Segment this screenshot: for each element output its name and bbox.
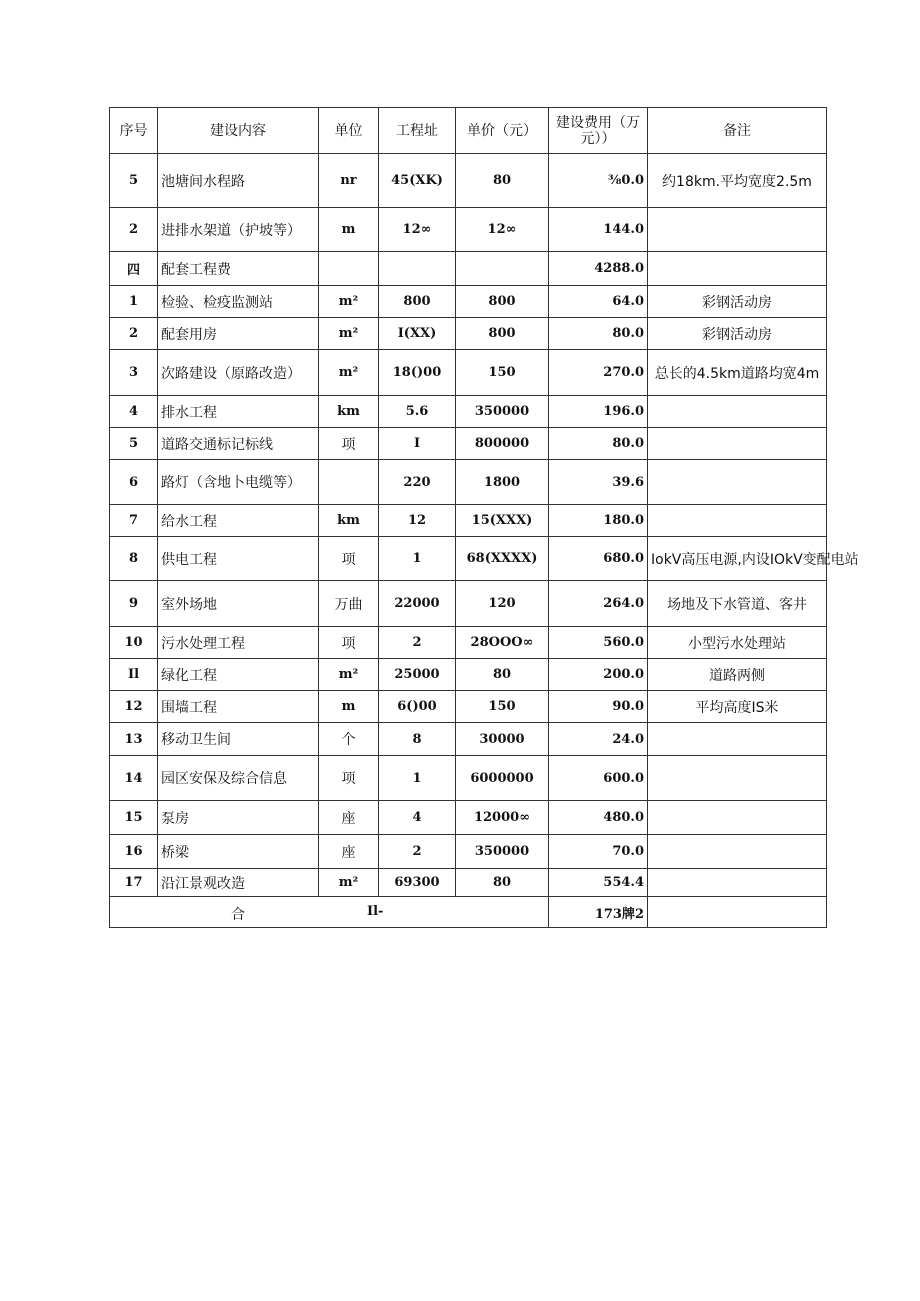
cell-cost: 90.0 [549,691,648,723]
cell-unit: nr [319,154,379,208]
cell-unit: m² [319,286,379,318]
cell-cost: 264.0 [549,581,648,627]
cell-unit [319,252,379,286]
table-row [110,756,827,801]
cell-content: 池塘间水程路 [158,154,319,208]
total-cost: 173牌2 [549,897,648,928]
cell-price [456,252,549,286]
cell-seq: 6 [110,460,158,505]
cell-content: 给水工程 [158,505,319,537]
cell-quantity [379,252,456,286]
cell-price: 28OOO∞ [456,627,549,659]
cell-unit: m² [319,318,379,350]
cell-quantity: I(XX) [379,318,456,350]
cell-content: 室外场地 [158,581,319,627]
cell-quantity: 2 [379,835,456,869]
table-row [110,350,827,396]
cell-unit: m² [319,350,379,396]
cell-seq: 4 [110,396,158,428]
cell-note [648,460,827,505]
cell-cost: ⅜0.0 [549,154,648,208]
cell-note [648,396,827,428]
cell-seq: 9 [110,581,158,627]
cell-unit: 个 [319,723,379,756]
cell-content: 围墙工程 [158,691,319,723]
cell-price: 800 [456,318,549,350]
cell-seq: 四 [110,252,158,286]
cell-price: 1800 [456,460,549,505]
cell-content: 绿化工程 [158,659,319,691]
cell-unit: 项 [319,756,379,801]
cell-seq: 15 [110,801,158,835]
cell-price: 150 [456,350,549,396]
cell-seq: 2 [110,318,158,350]
cell-quantity: 12 [379,505,456,537]
cell-seq: 5 [110,428,158,460]
cell-cost: 39.6 [549,460,648,505]
cell-content: 供电工程 [158,537,319,581]
total-label-right: Il- [367,904,384,919]
cell-unit: 项 [319,537,379,581]
cell-content: 污水处理工程 [158,627,319,659]
cell-price: 80 [456,154,549,208]
cell-cost: 200.0 [549,659,648,691]
cell-cost: 554.4 [549,869,648,897]
cell-cost: 680.0 [549,537,648,581]
table-row [110,801,827,835]
cell-quantity: 4 [379,801,456,835]
cell-seq: 3 [110,350,158,396]
cell-note [648,835,827,869]
cell-cost: 80.0 [549,428,648,460]
table-row [110,460,827,505]
cell-unit: km [319,396,379,428]
cell-note: 约18km.平均宽度2.5m [648,154,827,208]
cell-price: 120 [456,581,549,627]
header-seq: 序号 [110,108,158,154]
cell-cost: 80.0 [549,318,648,350]
cell-quantity: 45(XK) [379,154,456,208]
header-unit: 单位 [319,108,379,154]
cell-unit [319,460,379,505]
table-row [110,537,827,581]
cell-content: 沿江景观改造 [158,869,319,897]
cell-note: 场地及下水管道、客井 [648,581,827,627]
cell-price: 68(XXXX) [456,537,549,581]
cell-seq: 5 [110,154,158,208]
cell-note: 平均高度IS米 [648,691,827,723]
cell-seq: 10 [110,627,158,659]
table-row [110,428,827,460]
cell-seq: 14 [110,756,158,801]
cell-price: 800 [456,286,549,318]
cell-note: 道路两侧 [648,659,827,691]
cell-content: 园区安保及综合信息 [158,756,319,801]
cell-unit: 座 [319,835,379,869]
cell-quantity: 5.6 [379,396,456,428]
total-label-cell [110,897,549,928]
cell-content: 移动卫生间 [158,723,319,756]
cell-note [648,252,827,286]
cell-seq: 7 [110,505,158,537]
header-price: 单价（元） [456,108,549,154]
cell-unit: m² [319,659,379,691]
cell-price: 150 [456,691,549,723]
cell-quantity: I [379,428,456,460]
cell-price: 12000∞ [456,801,549,835]
cell-price: 800000 [456,428,549,460]
cell-quantity: 1 [379,537,456,581]
table-row [110,505,827,537]
cell-content: 桥梁 [158,835,319,869]
table-row [110,396,827,428]
cell-content: 检验、检疫监测站 [158,286,319,318]
cell-unit: 项 [319,627,379,659]
cell-note [648,208,827,252]
cell-content: 配套用房 [158,318,319,350]
cell-quantity: 69300 [379,869,456,897]
total-label-left: 合 [231,907,245,923]
table-row [110,286,827,318]
cell-cost: 180.0 [549,505,648,537]
cell-content: 路灯（含地卜电缆等） [158,460,319,505]
table-row [110,659,827,691]
cell-note [648,428,827,460]
cell-price: 350000 [456,396,549,428]
total-note [648,897,827,928]
cell-unit: 座 [319,801,379,835]
table-row [110,691,827,723]
cell-note: IokV高压电源,内设IOkV变配电站 [648,537,827,581]
table-row [110,252,827,286]
cell-price: 12∞ [456,208,549,252]
cell-content: 进排水架道（护坡等） [158,208,319,252]
cell-note [648,869,827,897]
table-row [110,627,827,659]
cell-seq: 8 [110,537,158,581]
cell-seq: 16 [110,835,158,869]
table-row [110,835,827,869]
cell-content: 次路建设（原路改造） [158,350,319,396]
cell-unit: km [319,505,379,537]
cell-note [648,756,827,801]
cell-cost: 270.0 [549,350,648,396]
cell-unit: 项 [319,428,379,460]
cell-quantity: 25000 [379,659,456,691]
cell-price: 80 [456,659,549,691]
table-body [110,154,859,897]
cell-price: 15(XXX) [456,505,549,537]
total-row [110,897,827,928]
cell-note: 彩钢活动房 [648,318,827,350]
cell-content: 配套工程费 [158,252,319,286]
cell-seq: 2 [110,208,158,252]
cell-quantity: 220 [379,460,456,505]
table-row [110,318,827,350]
cell-quantity: 2 [379,627,456,659]
cell-cost: 560.0 [549,627,648,659]
cell-seq: 12 [110,691,158,723]
table-row [110,154,827,208]
cell-cost: 480.0 [549,801,648,835]
table-row [110,208,827,252]
cell-unit: m [319,208,379,252]
cell-cost: 64.0 [549,286,648,318]
cell-quantity: 6()00 [379,691,456,723]
header-cost: 建设费用（万元）） [549,108,648,154]
cell-quantity: 8 [379,723,456,756]
cell-quantity: 22000 [379,581,456,627]
cell-price: 80 [456,869,549,897]
cell-cost: 144.0 [549,208,648,252]
cell-unit: 万曲 [319,581,379,627]
cell-seq: 17 [110,869,158,897]
cell-unit: m [319,691,379,723]
header-content: 建设内容 [158,108,319,154]
cell-note [648,801,827,835]
cell-note: 彩钢活动房 [648,286,827,318]
cell-price: 350000 [456,835,549,869]
table-row [110,869,827,897]
table-header-row [110,108,827,154]
header-quantity: 工程址 [379,108,456,154]
cell-cost: 24.0 [549,723,648,756]
cell-note: 小型污水处理站 [648,627,827,659]
cell-unit: m² [319,869,379,897]
cell-note: 总长的4.5km道路均宽4m [648,350,827,396]
cell-cost: 4288.0 [549,252,648,286]
cell-quantity: 18()00 [379,350,456,396]
header-note: 备注 [648,108,827,154]
cell-seq: Il [110,659,158,691]
cell-seq: 1 [110,286,158,318]
cell-quantity: 12∞ [379,208,456,252]
cost-table [109,107,859,928]
cell-cost: 600.0 [549,756,648,801]
cell-content: 排水工程 [158,396,319,428]
table-row [110,581,827,627]
cell-content: 泵房 [158,801,319,835]
table-row [110,723,827,756]
cell-cost: 196.0 [549,396,648,428]
cell-price: 30000 [456,723,549,756]
cell-quantity: 1 [379,756,456,801]
cell-price: 6000000 [456,756,549,801]
cell-note [648,723,827,756]
cell-seq: 13 [110,723,158,756]
cell-quantity: 800 [379,286,456,318]
cell-cost: 70.0 [549,835,648,869]
cell-content: 道路交通标记标线 [158,428,319,460]
cell-note [648,505,827,537]
